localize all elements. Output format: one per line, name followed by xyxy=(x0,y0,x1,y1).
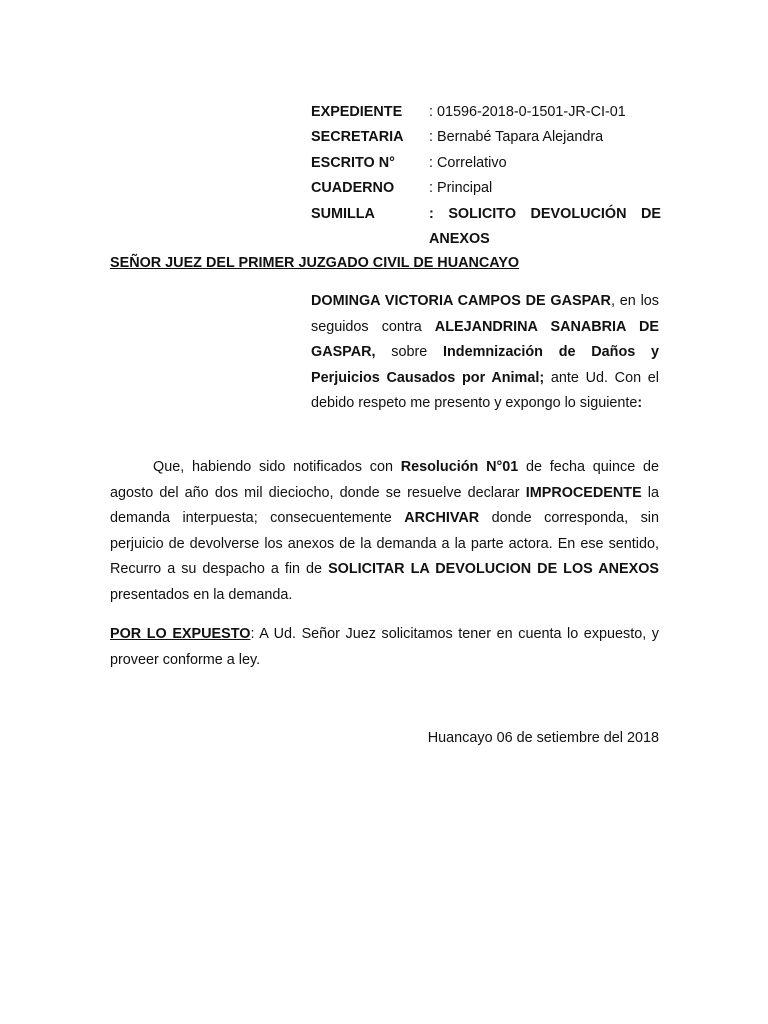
closing-paragraph xyxy=(110,622,659,673)
intro-text: , en los seguidos contra xyxy=(311,293,659,335)
header-row-expediente xyxy=(311,100,661,125)
request-statement: SOLICITAR LA DEVOLUCION DE LOS ANEXOS xyxy=(328,561,660,577)
header-row-secretaria xyxy=(311,125,661,150)
intro-paragraph xyxy=(311,289,659,417)
header-value: : 01596-2018-0-1501-JR-CI-01 xyxy=(429,104,626,120)
archivar-keyword: ARCHIVAR xyxy=(404,510,480,526)
header-row-cuaderno xyxy=(311,176,661,201)
body-text: presentados en la demanda. xyxy=(110,586,293,603)
document-date: Huancayo 06 de setiembre del 2018 xyxy=(427,730,659,746)
intro-colon: : xyxy=(637,395,643,411)
body-text: Que, habiendo sido notificados con xyxy=(153,459,401,475)
body-text: la demanda interpuesta; consecuentemente xyxy=(110,484,660,526)
defendant-name: ALEJANDRINA SANABRIA DE GASPAR, xyxy=(311,318,659,360)
header-value: : Bernabé Tapara Alejandra xyxy=(429,129,604,146)
header-value: : Principal xyxy=(429,180,493,197)
body-paragraph xyxy=(110,455,659,608)
intro-text: sobre xyxy=(375,344,444,360)
sumilla-text: : SOLICITO DEVOLUCIÓN DE xyxy=(429,205,661,222)
header-label: SUMILLA xyxy=(311,205,375,222)
closing-label: POR LO EXPUESTO xyxy=(110,626,251,642)
header-row-escrito xyxy=(311,151,661,176)
header-label: ESCRITO N° xyxy=(311,154,395,171)
header-row-sumilla xyxy=(311,202,661,227)
resolution-reference: Resolución N°01 xyxy=(400,459,519,475)
header-label: EXPEDIENTE xyxy=(311,104,403,120)
body-text: de fecha quince de agosto del año dos mil dieciocho, donde se resuelve declarar xyxy=(110,459,659,501)
sumilla-continuation: ANEXOS xyxy=(429,230,490,247)
petitioner-name: DOMINGA VICTORIA CAMPOS DE GASPAR xyxy=(311,293,611,309)
closing-text: : A Ud. Señor Juez solicitamos tener en cuenta lo expuesto, y proveer conforme a ley. xyxy=(110,626,659,668)
header-value: : Correlativo xyxy=(429,154,507,171)
sumilla-value xyxy=(429,202,661,227)
header-label: SECRETARIA xyxy=(311,129,404,146)
header-label: CUADERNO xyxy=(311,180,395,197)
case-matter: Indemnización de Daños y Perjuicios Causados por Animal; xyxy=(311,344,659,386)
improcedente-keyword: IMPROCEDENTE xyxy=(525,484,642,501)
body-text: donde corresponda, sin perjuicio de devolverse los anexos de la demanda a la parte actora. En ese sentido, Recurro a su despacho a fin de xyxy=(110,510,660,577)
intro-text: ante Ud. Con el debido respeto me presento y expongo lo siguiente xyxy=(311,369,659,411)
addressee-heading: SEÑOR JUEZ DEL PRIMER JUZGADO CIVIL DE HUANCAYO xyxy=(110,255,520,271)
case-header xyxy=(311,100,661,252)
